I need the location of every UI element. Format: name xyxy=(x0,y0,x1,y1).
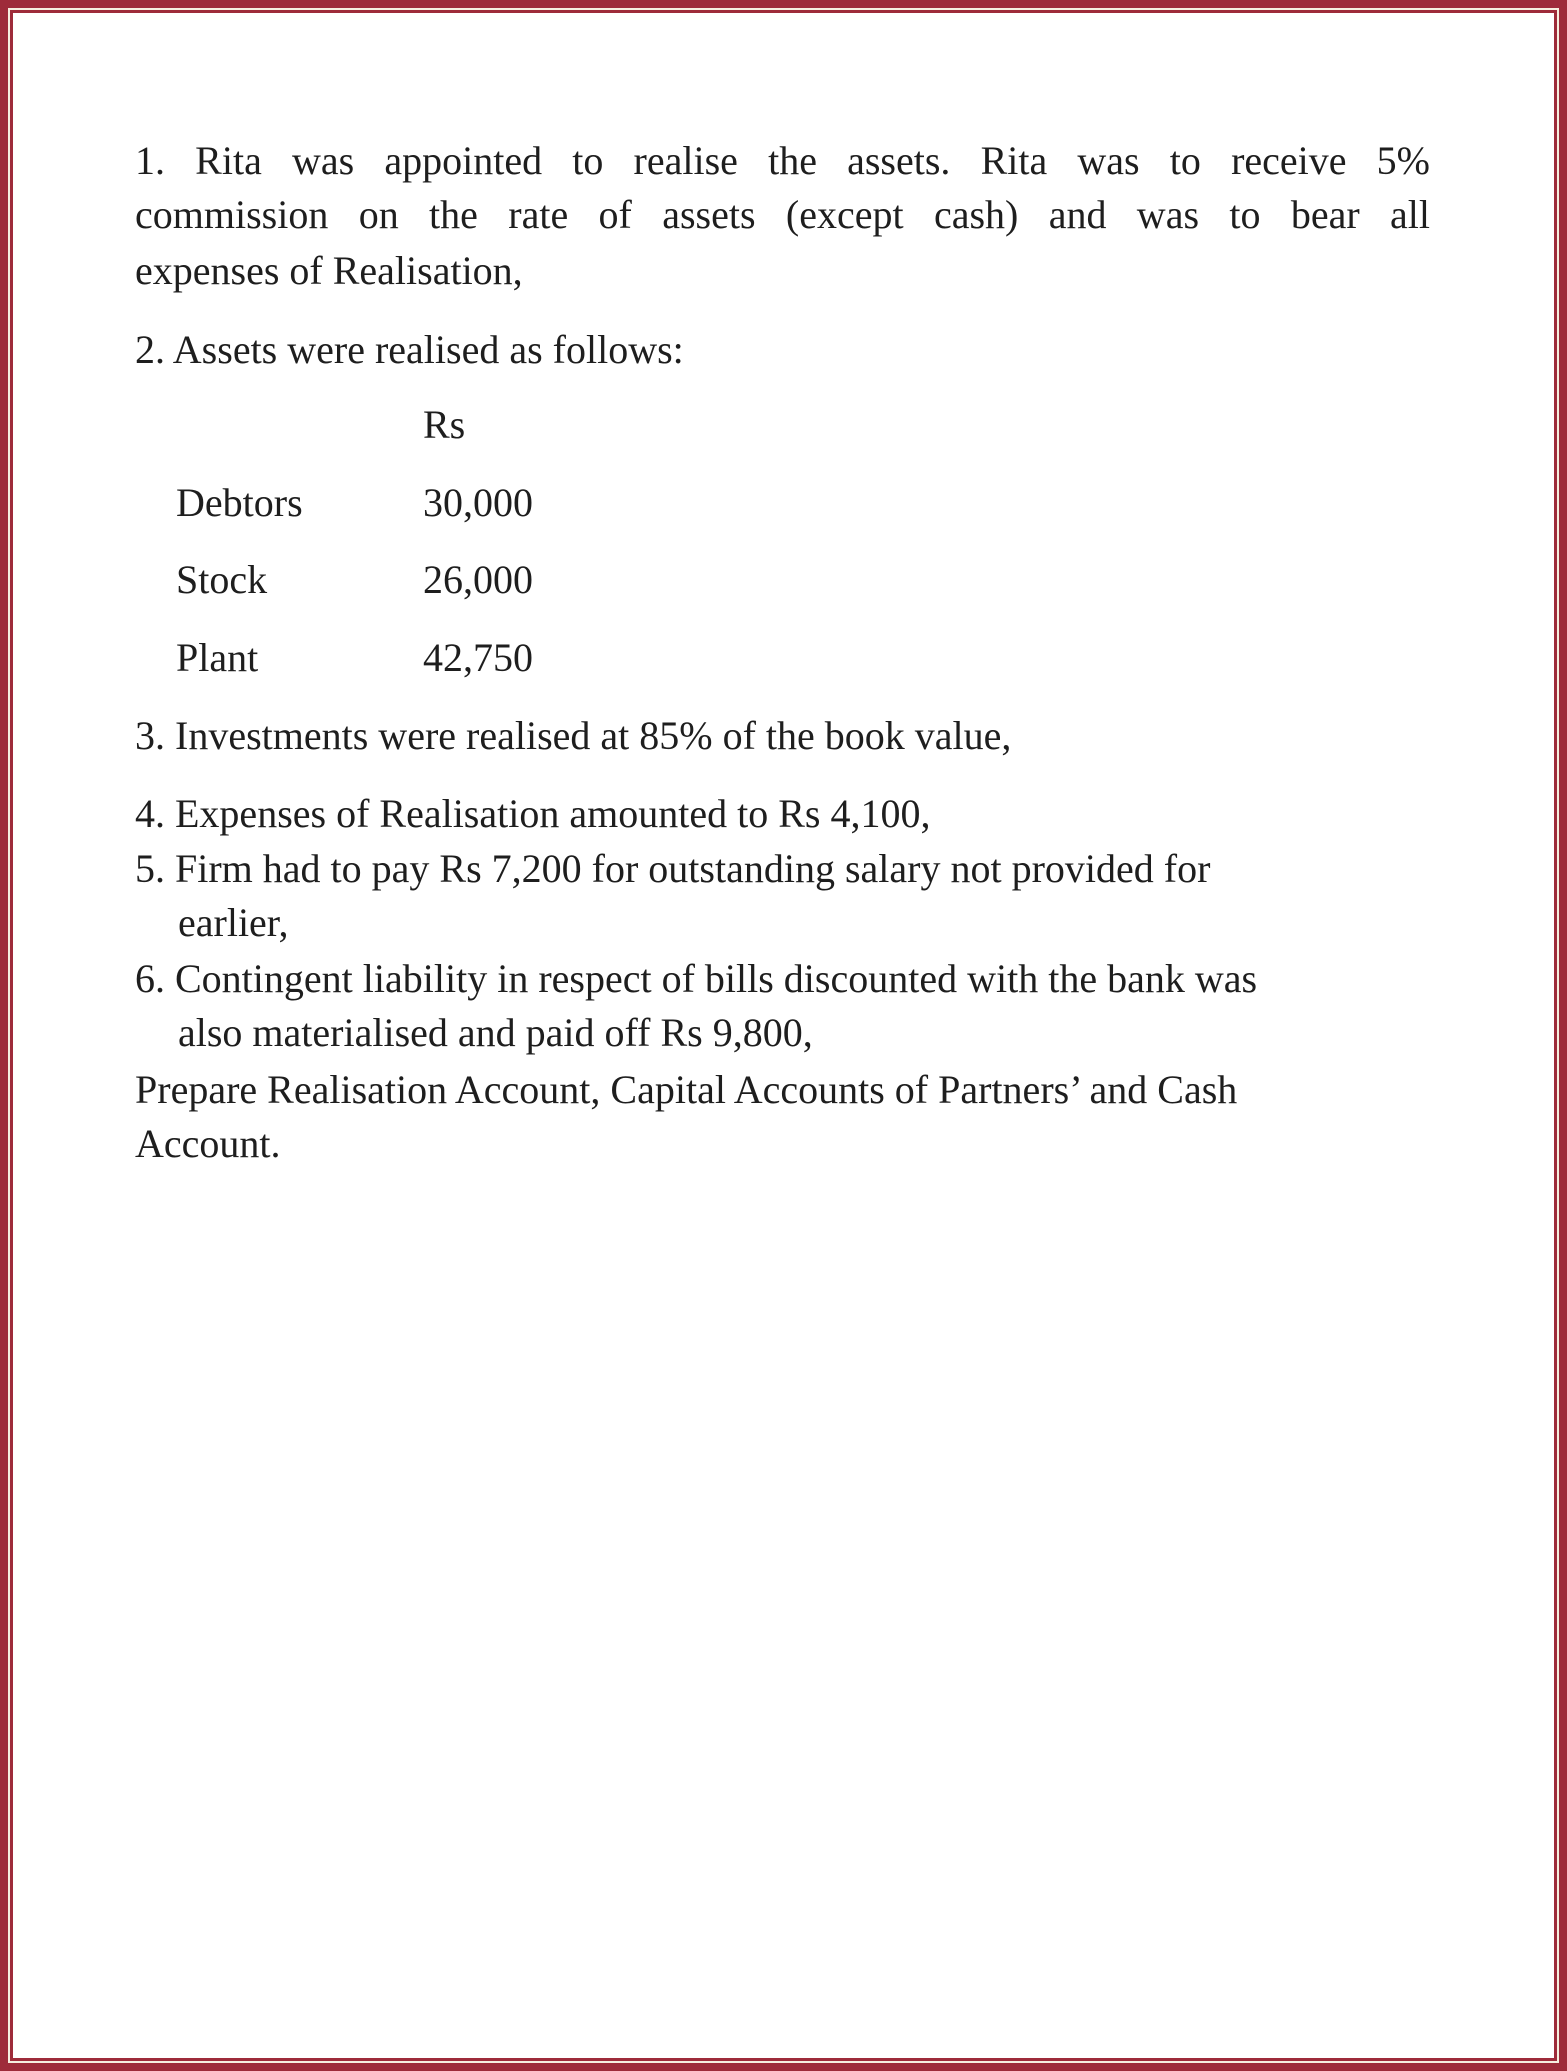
asset-label: Debtors xyxy=(176,480,303,525)
asset-value: 30,000 xyxy=(423,480,533,525)
item1-line2: commission on the rate of assets (except cash) and was to bear all xyxy=(135,192,1430,237)
instruction-line1: Prepare Realisation Account, Capital Accounts of Partners’ and Cash xyxy=(135,1067,1238,1112)
item5-line1: 5. Firm had to pay Rs 7,200 for outstanding salary not provided for xyxy=(135,846,1211,891)
currency-header: Rs xyxy=(423,402,466,447)
instruction-line2: Account. xyxy=(135,1121,281,1166)
item1-line3: expenses of Realisation, xyxy=(135,248,523,293)
asset-label: Plant xyxy=(176,635,259,680)
asset-value: 26,000 xyxy=(423,557,533,602)
asset-label: Stock xyxy=(176,557,268,602)
item4: 4. Expenses of Realisation amounted to Rs 4,100, xyxy=(135,791,931,836)
item6-line2: also materialised and paid off Rs 9,800, xyxy=(178,1010,813,1055)
item1-line1: 1. Rita was appointed to realise the assets. Rita was to receive 5% xyxy=(135,138,1430,183)
item6-line1: 6. Contingent liability in respect of bills discounted with the bank was xyxy=(135,956,1258,1001)
item3: 3. Investments were realised at 85% of the book value, xyxy=(135,713,1012,758)
item2: 2. Assets were realised as follows: xyxy=(135,327,684,372)
item5-line2: earlier, xyxy=(178,900,289,945)
asset-value: 42,750 xyxy=(423,635,533,680)
